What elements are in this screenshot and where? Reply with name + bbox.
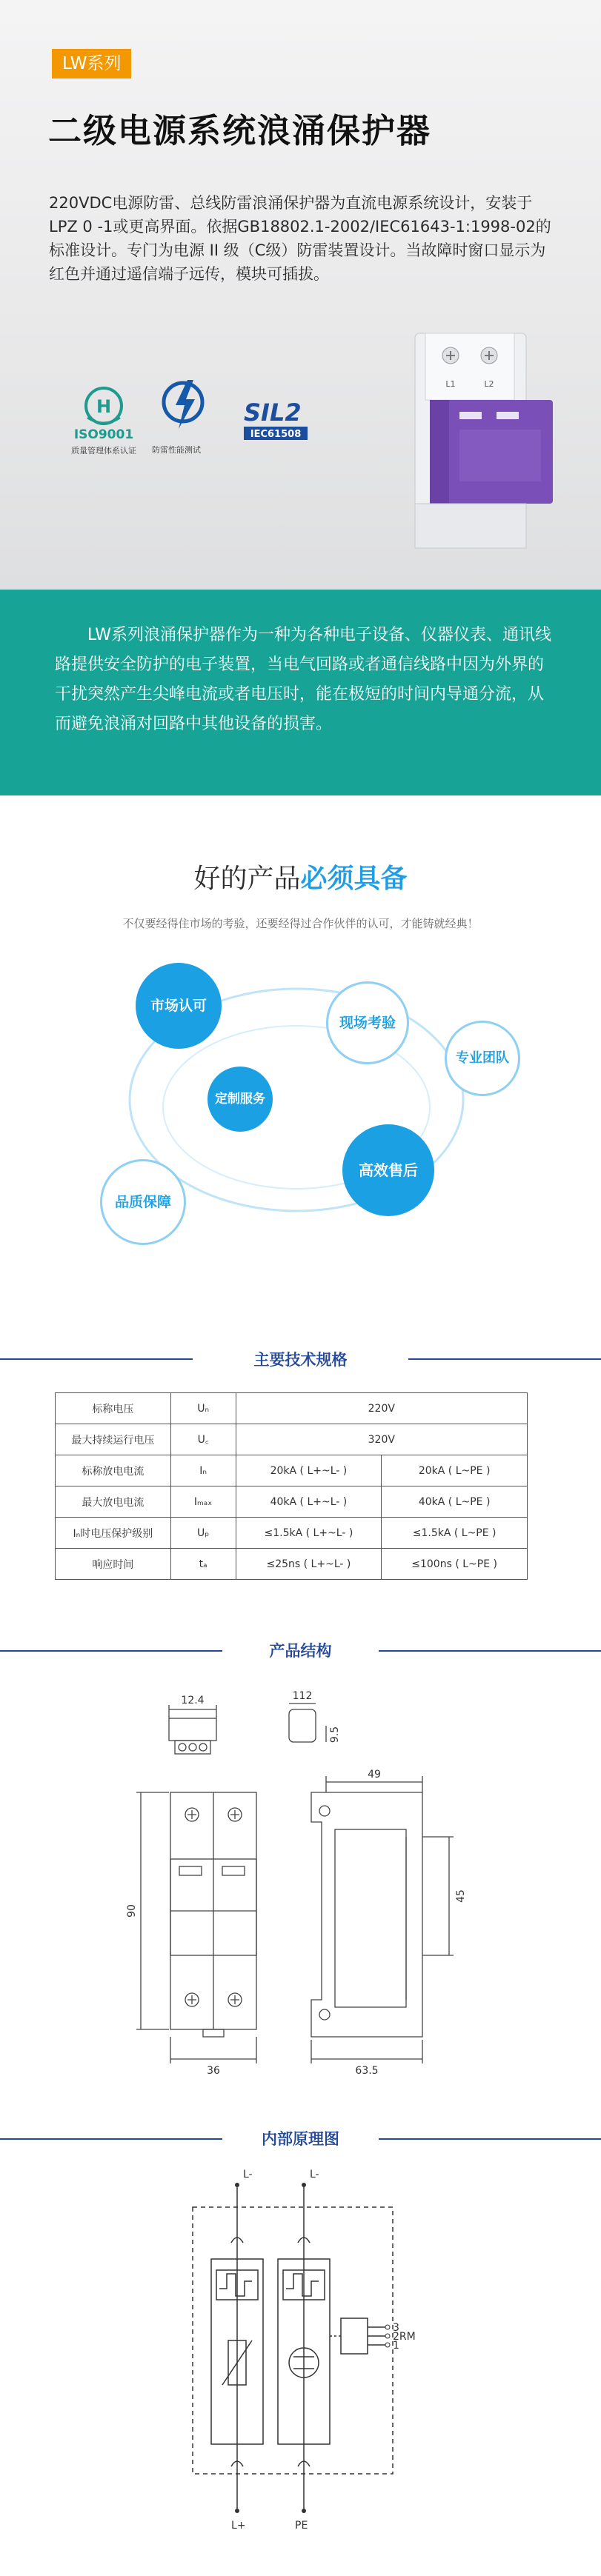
bubble-team: 专业团队 [445,1021,520,1096]
dim-9-5: 9.5 [329,1726,341,1744]
spec-value-a: 20kA ( L+~L- ) [236,1455,382,1486]
schematic-label-bottom-left: L+ [231,2520,246,2532]
hero-description: 220VDC电源防雷、总线防雷浪涌保护器为直流电源系统设计，安装于LPZ 0 -1或更高界面。依据GB18802.1-2002/IEC61643-1:1998-02的标准设计。专门为电源 II 级（C级）防雷装置设计。当故障时窗口显示为红色并通过遥信端子远传，模块可插拔。 [49,194,551,283]
schematic-rule-left [0,2138,222,2140]
table-row [56,1549,528,1580]
spec-value-b: ≤100ns ( L~PE ) [382,1549,528,1580]
structure-drawing [111,1689,497,2074]
spec-value-a: ≤25ns ( L+~L- ) [236,1549,382,1580]
specs-rule-right [408,1358,601,1360]
series-tag: LW系列 [52,49,131,79]
lightning-test-badge [152,367,233,463]
schematic-rule-right [379,2138,601,2140]
table-row [56,1486,528,1518]
schematic-terminal-3: 3 [393,2322,399,2334]
structure-title: 产品结构 [269,1642,332,1660]
dim-90: 90 [126,1904,138,1918]
spec-value: 220V [236,1393,527,1424]
sil2-icon [241,393,322,452]
dim-45: 45 [455,1889,467,1903]
spec-value-b: ≤1.5kA ( L~PE ) [382,1518,528,1549]
intro-text: LW系列浪涌保护器作为一种为各种电子设备、仪器仪表、通讯线路提供安全防护的电子装置，当电气回路或者通信线路中因为外界的干扰突然产生尖峰电流或者电压时，能在极短的时间内导通分流，从而避免浪涌对回路中其他设备的损害。 [55,626,551,733]
bubble-ring [0,955,601,1267]
dim-36: 36 [207,2065,220,2074]
iso-icon [52,385,156,441]
schematic-label-bottom-right: PE [295,2520,308,2532]
table-row [56,1518,528,1549]
structure-rule-right [379,1650,601,1652]
iso-caption: 质量管理体系认证 [71,446,136,456]
spec-name: 响应时间 [56,1549,171,1580]
sil2-badge [241,393,322,459]
spec-value-b: 20kA ( L~PE ) [382,1455,528,1486]
bubble-market: 市场认可 [136,963,222,1049]
dim-112: 112 [292,1690,313,1702]
spec-value-a: 40kA ( L+~L- ) [236,1486,382,1518]
spec-table [55,1392,528,1580]
schematic-label-top-left: L- [243,2169,253,2180]
schematic-label-top-right: L- [310,2169,319,2180]
bubble-quality: 品质保障 [100,1159,186,1245]
spec-name: 标称电压 [56,1393,171,1424]
spec-symbol: Uₚ [170,1518,236,1549]
spec-name: 标称放电电流 [56,1455,171,1486]
dim-12-4: 12.4 [181,1695,205,1706]
iso-badge-text: ISO9001 [73,427,134,441]
spec-value-b: 40kA ( L~PE ) [382,1486,528,1518]
svg-text:H: H [96,396,112,417]
sil2-text: SIL2 [244,398,302,427]
schematic-terminal-1: 1 [393,2340,399,2352]
product-image [400,318,563,563]
schematic-title: 内部原理图 [262,2130,339,2148]
dim-49: 49 [368,1769,381,1781]
product-label-l1: L1 [445,379,456,389]
spec-symbol: Iₘₐₓ [170,1486,236,1518]
spec-value: 320V [236,1424,527,1455]
spec-symbol: tₐ [170,1549,236,1580]
schematic-drawing [163,2163,459,2533]
dim-63-5: 63.5 [355,2065,379,2074]
table-row [56,1455,528,1486]
spec-name: 最大放电电流 [56,1486,171,1518]
spec-value-a: ≤1.5kA ( L+~L- ) [236,1518,382,1549]
table-row [56,1393,528,1424]
product-label-l2: L2 [484,379,494,389]
spec-symbol: U꜀ [170,1424,236,1455]
table-row [56,1424,528,1455]
good-product-subtitle: 不仅要经得住市场的考验，还要经得过合作伙伴的认可，才能铸就经典！ [122,917,479,930]
lightning-caption: 防雷性能测试 [152,445,201,455]
lightning-icon [152,367,233,441]
sil2-caption: IEC61508 [250,429,302,440]
good-product-title-bold: 必须具备 [300,864,408,894]
spec-name: 最大持续运行电压 [56,1424,171,1455]
spec-symbol: Uₙ [170,1393,236,1424]
bubble-onsite: 现场考验 [326,981,409,1064]
page-title: 二级电源系统浪涌保护器 [48,111,432,150]
bubble-aftersale: 高效售后 [342,1124,434,1216]
specs-rule-left [0,1358,193,1360]
bubble-service: 定制服务 [207,1067,273,1132]
schematic-terminal-2rm: 2RM [393,2331,416,2343]
spec-name: Iₙ时电压保护级别 [56,1518,171,1549]
good-product-title [0,858,601,895]
specs-title: 主要技术规格 [253,1351,348,1369]
spec-symbol: Iₙ [170,1455,236,1486]
good-product-title-plain: 好的产品 [193,864,301,894]
iso9001-badge [52,385,156,459]
structure-rule-left [0,1650,222,1652]
